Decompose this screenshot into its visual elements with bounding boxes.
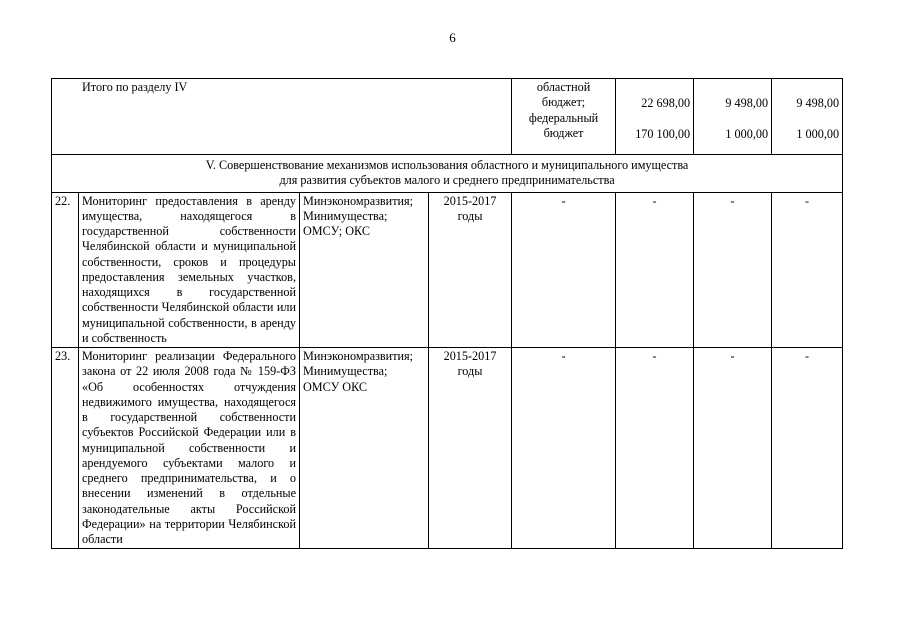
col3-federal-value: 1 000,00 — [796, 127, 840, 142]
section-total-row — [52, 79, 843, 155]
row-value: - — [616, 348, 694, 549]
row-value: - — [772, 348, 843, 549]
page-number: 6 — [449, 30, 456, 45]
col2-regional-value: 9 498,00 — [725, 96, 769, 110]
total-column-values — [616, 79, 694, 155]
total-federal-value: 170 100,00 — [635, 127, 691, 142]
row-value: - — [772, 192, 843, 348]
section-heading-line-1: V. Совершенствование механизмов использования областного и муниципального имущества — [205, 158, 689, 172]
row-period: 2015-2017 годы — [429, 348, 512, 549]
table-row — [52, 192, 843, 348]
row-value: - — [512, 192, 616, 348]
row-description: Мониторинг реализации Федерального закона от 22 июля 2008 года № 159-ФЗ «Об особенностях отчуждения недвижимого имущества, находящегося в государственной собственности субъектов Российской Федерации или в муниципальной собственности и арендуемого субъектами малого и среднего предпринимательства, и о внесении изменений в отдельные законодательные акты Российской Федерации» на территории Челябинской области — [79, 348, 300, 549]
year-column-2-values — [694, 79, 772, 155]
row-number: 23. — [52, 348, 79, 549]
row-value: - — [512, 348, 616, 549]
row-executors: Минэкономразвития; Минимущества; ОМСУ; ОКС — [300, 192, 429, 348]
row-value: - — [616, 192, 694, 348]
funding-source-regional: областной бюджет; — [536, 80, 591, 110]
row-value: - — [694, 192, 772, 348]
section-heading-line-2: для развития субъектов малого и среднего предпринимательства — [279, 173, 615, 188]
section-heading-row — [52, 155, 843, 193]
section-total-label: Итого по разделу IV — [52, 79, 512, 155]
year-column-3-values — [772, 79, 843, 155]
row-description: Мониторинг предоставления в аренду имущества, находящегося в государственной собственности Челябинской области и муниципальной собственности, сроков и процедуры предоставления земельных участков, находящихся в государственной собственности Челябинской области или муниципальной собственности, в аренду и собственность — [79, 192, 300, 348]
row-number: 22. — [52, 192, 79, 348]
col2-federal-value: 1 000,00 — [725, 127, 769, 142]
program-table — [51, 78, 843, 549]
table-row — [52, 348, 843, 549]
funding-sources — [512, 79, 616, 155]
total-regional-value: 22 698,00 — [641, 96, 691, 110]
row-executors: Минэкономразвития; Минимущества; ОМСУ ОКС — [300, 348, 429, 549]
section-heading — [52, 155, 843, 193]
col3-regional-value: 9 498,00 — [796, 96, 840, 110]
row-value: - — [694, 348, 772, 549]
funding-source-federal: федеральный бюджет — [528, 110, 599, 140]
row-period: 2015-2017 годы — [429, 192, 512, 348]
